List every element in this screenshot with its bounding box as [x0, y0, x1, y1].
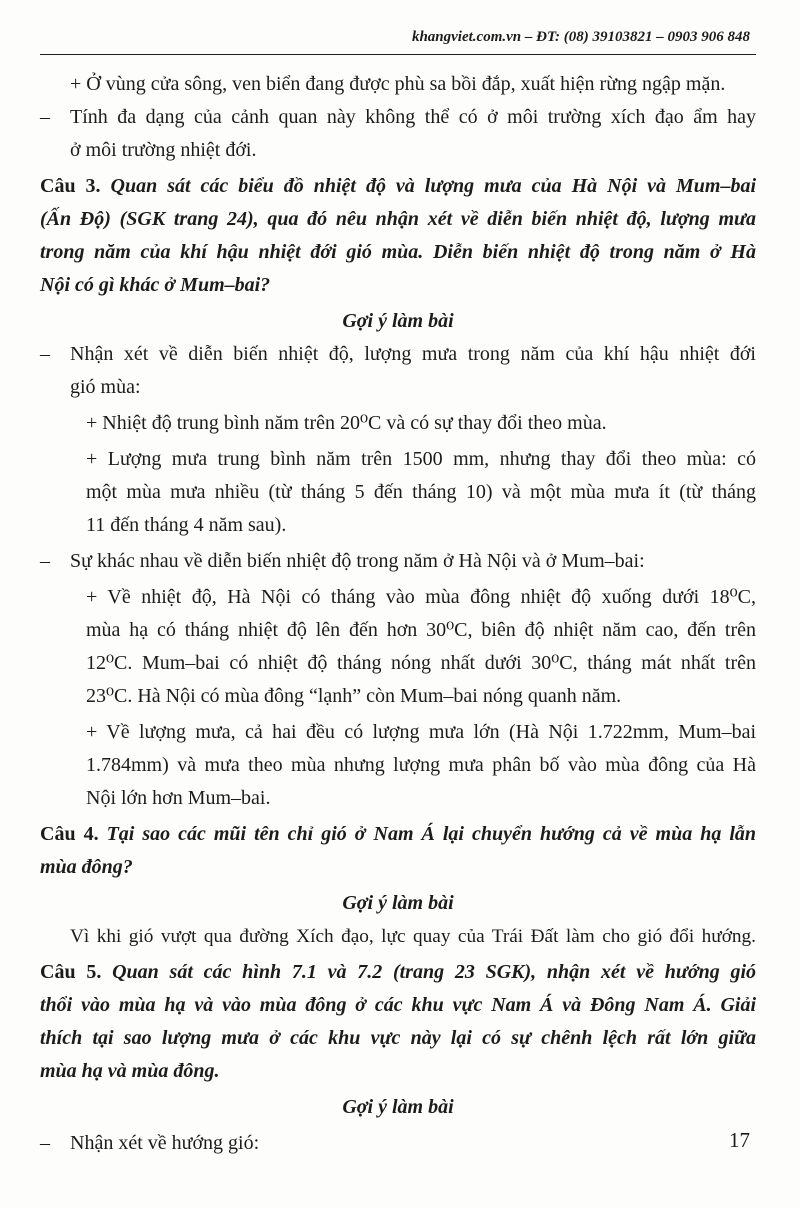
- line-text: Nhận xét về diễn biến nhiệt độ, lượng mưa trong năm của khí hậu nhiệt đới: [70, 343, 756, 365]
- line-text: Sự khác nhau về diễn biến nhiệt độ trong năm ở Hà Nội và ở Mum–bai:: [70, 550, 645, 572]
- hint-heading: Gợi ý làm bài: [342, 1096, 454, 1118]
- text-line: ở môi trường nhiệt đới.: [70, 139, 257, 161]
- dash-bullet: –: [40, 343, 50, 365]
- question-5-line: thổi vào mùa hạ và vào mùa đông ở các khu vực Nam Á và Đông Nam Á. Giải: [40, 994, 756, 1016]
- page-number: 17: [729, 1128, 750, 1152]
- text-line: Nội lớn hơn Mum–bai.: [86, 787, 271, 809]
- text-line: + Lượng mưa trung bình năm trên 1500 mm, nhưng thay đổi theo mùa: có: [86, 448, 756, 470]
- question-4-line: [40, 818, 756, 851]
- question-3-line: [40, 170, 756, 203]
- page-body: [40, 68, 756, 1160]
- text-line: 23⁰C. Hà Nội có mùa đông “lạnh” còn Mum–bai nóng quanh năm.: [86, 685, 622, 707]
- question-label: Câu 4.: [40, 823, 99, 845]
- question-5-line: [40, 956, 756, 989]
- bullet-line: [40, 545, 756, 578]
- dash-bullet: –: [40, 106, 50, 128]
- question-3-line: (Ấn Độ) (SGK trang 24), qua đó nêu nhận xét về diễn biến nhiệt độ, lượng mưa: [40, 208, 756, 230]
- question-3-line: trong năm của khí hậu nhiệt đới gió mùa. Diễn biến nhiệt độ trong năm ở Hà: [40, 241, 756, 263]
- text-line: gió mùa:: [70, 376, 141, 398]
- question-text: Quan sát các hình 7.1 và 7.2 (trang 23 SGK), nhận xét về hướng gió: [112, 961, 756, 983]
- text-line: + Nhiệt độ trung bình năm trên 20⁰C và có sự thay đổi theo mùa.: [86, 412, 607, 434]
- line-text: Nhận xét về hướng gió:: [70, 1132, 260, 1154]
- header-divider: [40, 54, 756, 55]
- dash-bullet: –: [40, 1132, 50, 1154]
- text-line: Vì khi gió vượt qua đường Xích đạo, lực quay của Trái Đất làm cho gió đổi hướng.: [70, 926, 756, 947]
- text-line: + Ở vùng cửa sông, ven biển đang được phù sa bồi đắp, xuất hiện rừng ngập mặn.: [70, 73, 726, 95]
- question-label: Câu 5.: [40, 961, 102, 983]
- question-3-line: Nội có gì khác ở Mum–bai?: [40, 274, 271, 296]
- question-4-line: mùa đông?: [40, 856, 133, 878]
- question-text: Quan sát các biểu đồ nhiệt độ và lượng mưa của Hà Nội và Mum–bai: [110, 175, 757, 197]
- text-line: 12⁰C. Mum–bai có nhiệt độ tháng nóng nhất dưới 30⁰C, tháng mát nhất trên: [86, 652, 756, 674]
- text-line: + Về nhiệt độ, Hà Nội có tháng vào mùa đông nhiệt độ xuống dưới 18⁰C,: [86, 586, 756, 608]
- bullet-line: [40, 338, 756, 371]
- bullet-line: [40, 1127, 756, 1160]
- bullet-line: [40, 101, 756, 134]
- text-line: + Về lượng mưa, cả hai đều có lượng mưa lớn (Hà Nội 1.722mm, Mum–bai: [86, 721, 756, 743]
- question-5-line: mùa hạ và mùa đông.: [40, 1060, 220, 1082]
- dash-bullet: –: [40, 550, 50, 572]
- text-line: một mùa mưa nhiều (từ tháng 5 đến tháng 10) và một mùa mưa ít (từ tháng: [86, 481, 756, 503]
- question-label: Câu 3.: [40, 175, 101, 197]
- text-line: 11 đến tháng 4 năm sau).: [86, 514, 287, 536]
- question-text: Tại sao các mũi tên chỉ gió ở Nam Á lại chuyển hướng cả về mùa hạ lẫn: [106, 823, 756, 845]
- question-5-line: thích tại sao lượng mưa ở các khu vực này lại có sự chênh lệch rất lớn giữa: [40, 1027, 756, 1049]
- hint-heading: Gợi ý làm bài: [342, 310, 454, 332]
- line-text: Tính đa dạng của cảnh quan này không thể có ở môi trường xích đạo ẩm hay: [70, 106, 756, 128]
- page-header: khangviet.com.vn – ĐT: (08) 39103821 – 0903 906 848: [411, 29, 750, 45]
- text-line: 1.784mm) và mưa theo mùa nhưng lượng mưa phân bố vào mùa đông của Hà: [86, 754, 756, 776]
- text-line: mùa hạ có tháng nhiệt độ lên đến hơn 30⁰C, biên độ nhiệt năm cao, đến trên: [86, 619, 756, 641]
- hint-heading: Gợi ý làm bài: [342, 892, 454, 914]
